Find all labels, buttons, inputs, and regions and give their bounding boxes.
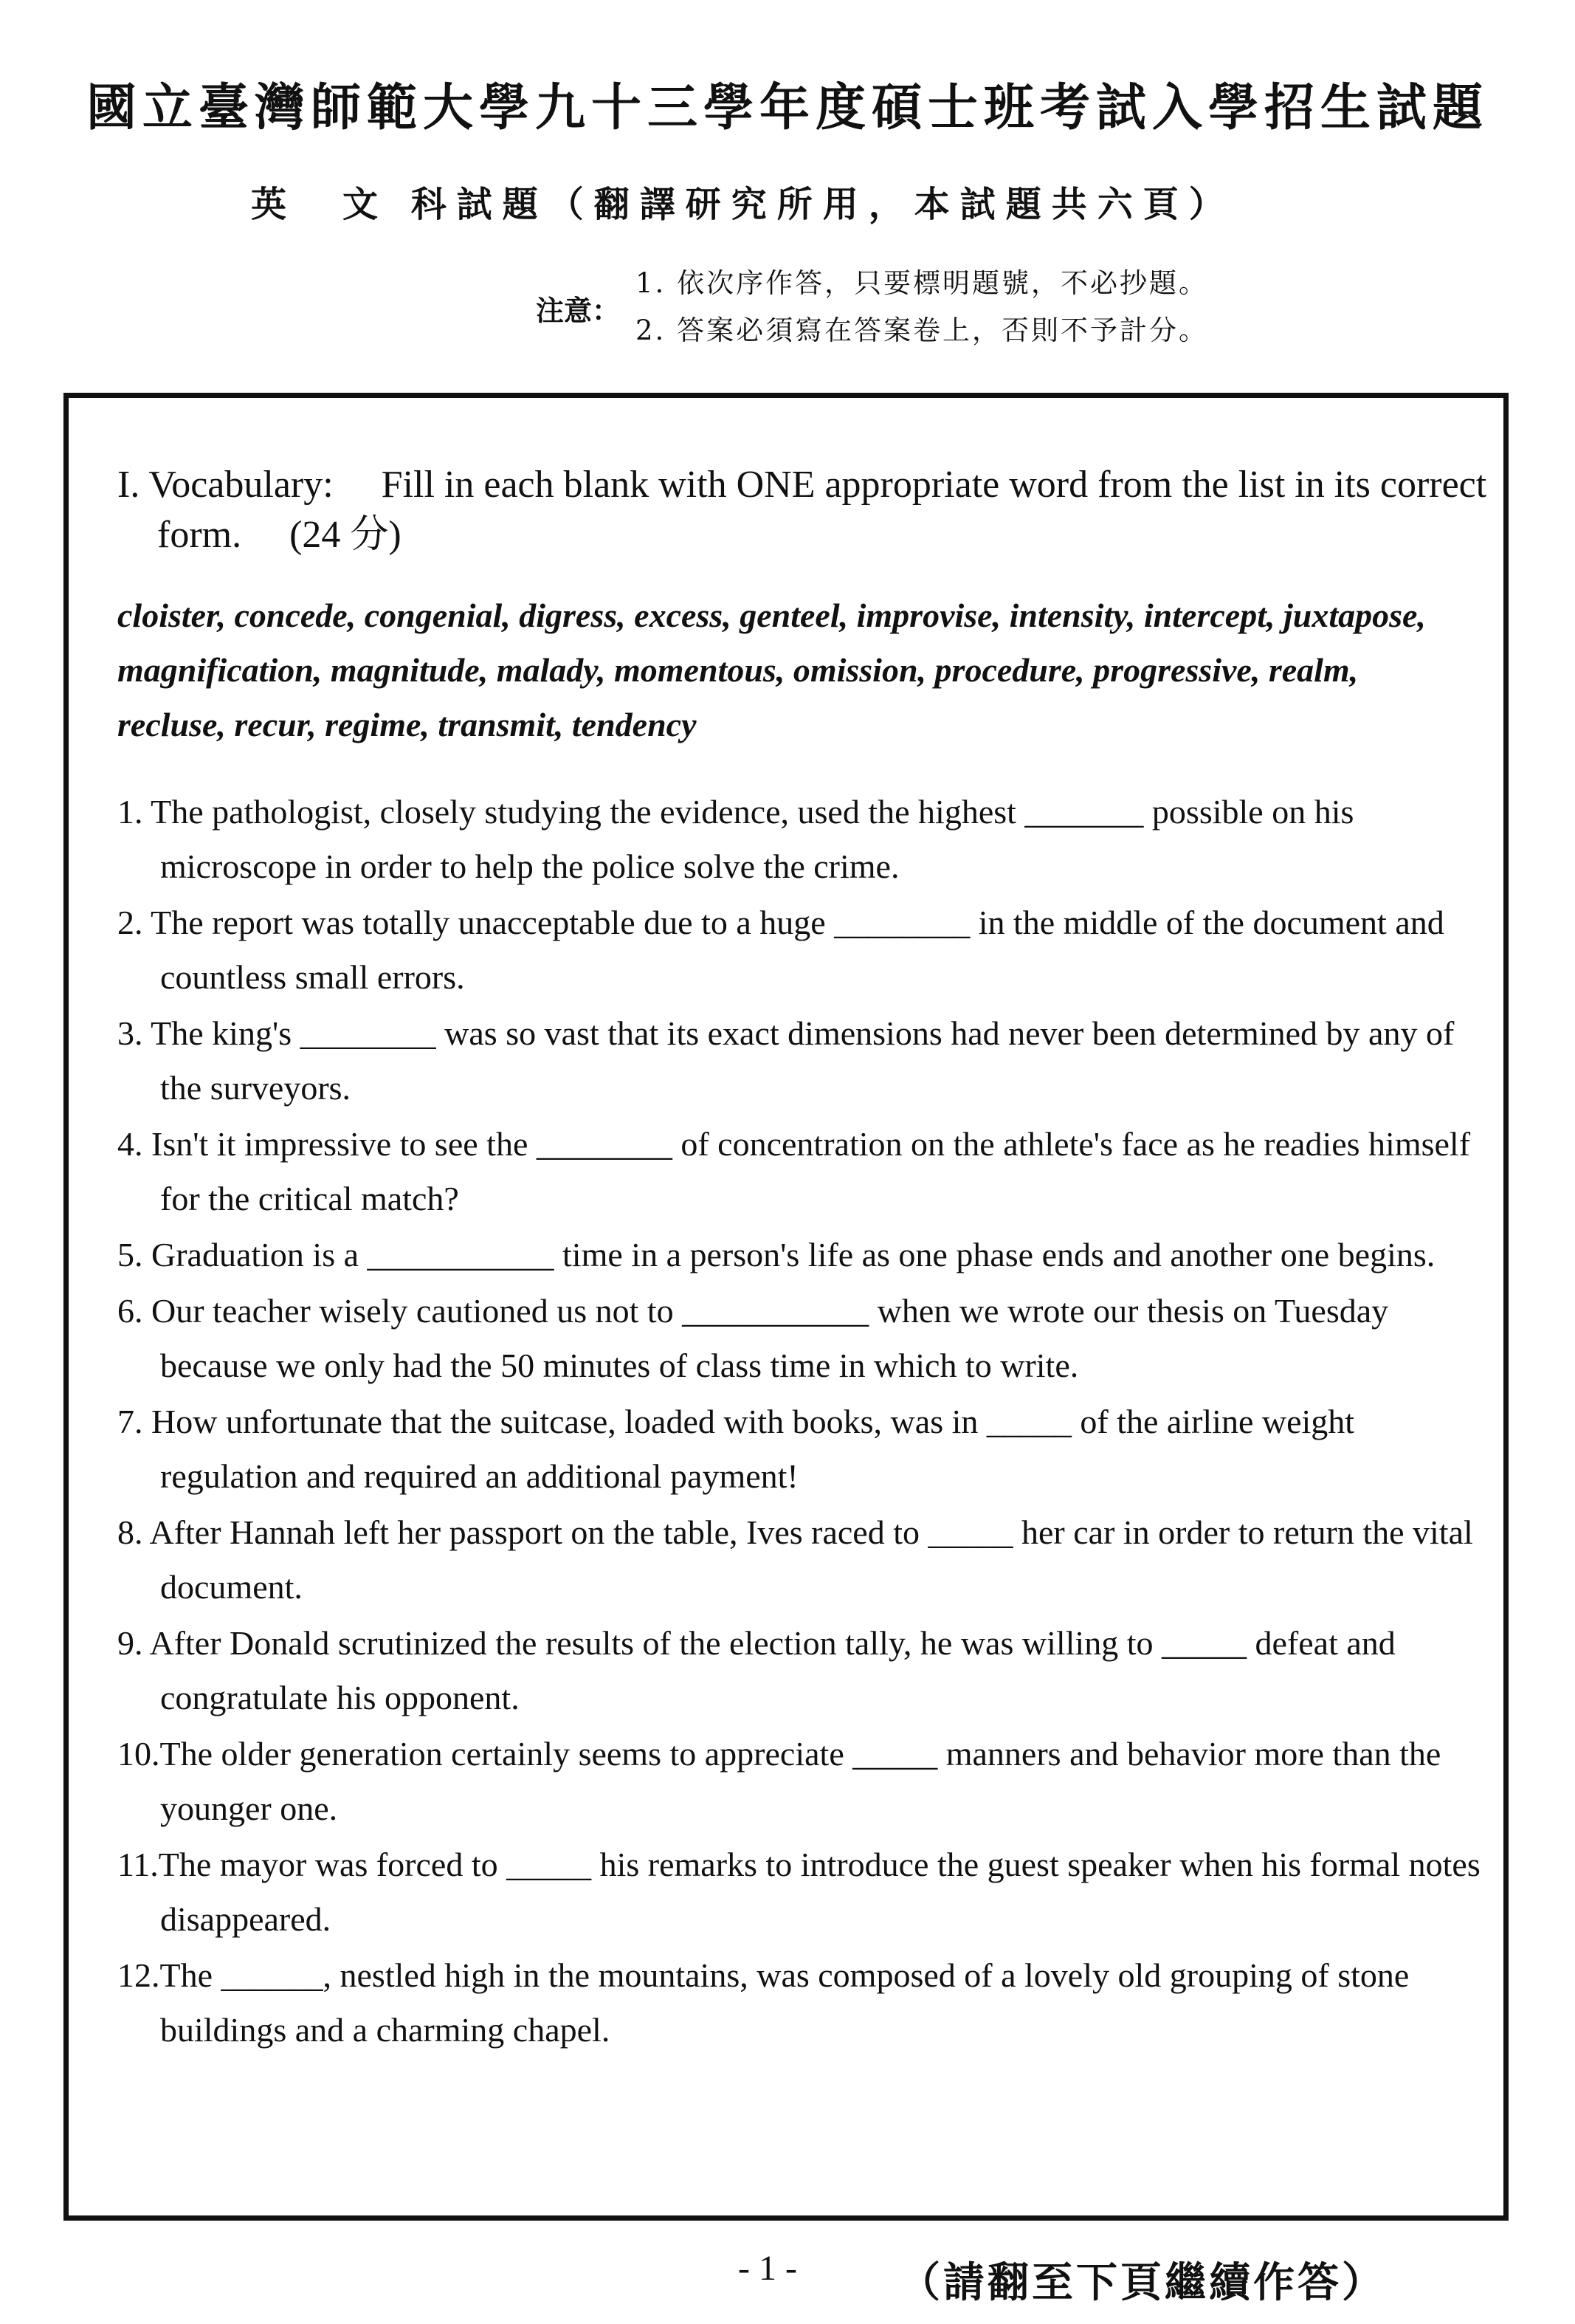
note-item: 1. 依次序作答，只要標明題號，不必抄題。	[635, 267, 1209, 299]
question-item: 5. Graduation is a ___________ time in a person's life as one phase ends and another one begins.	[117, 1236, 1436, 1273]
question-item: 2. The report was totally unacceptable due to a huge ________ in the middle of the document and countless small errors.	[117, 904, 1444, 996]
note-item: 2. 答案必須寫在答案卷上，否則不予計分。	[635, 314, 1209, 346]
question-item: 12.The ______, nestled high in the mountains, was composed of a lovely old grouping of stone buildings and a charming chapel.	[117, 1956, 1410, 2049]
exam-subtitle: 英 文 科試題（翻譯研究所用，本試題共六頁）	[251, 184, 1235, 225]
question-item: 10.The older generation certainly seems to appreciate _____ manners and behavior more than the younger one.	[117, 1735, 1441, 1827]
notes-list	[635, 260, 1374, 354]
question-frame	[63, 393, 1509, 2221]
question-item: 11.The mayor was forced to _____ his remarks to introduce the guest speaker when his formal notes disappeared.	[117, 1846, 1481, 1938]
question-item: 7. How unfortunate that the suitcase, loaded with books, was in _____ of the airline weight regulation and required an additional payment!	[117, 1403, 1355, 1495]
question-item: 3. The king's ________ was so vast that its exact dimensions had never been determined by any of the surveyors.	[117, 1014, 1455, 1107]
question-item: 9. After Donald scrutinized the results of the election tally, he was willing to _____ defeat and congratulate his opponent.	[117, 1624, 1396, 1716]
question-item: 8. After Hannah left her passport on the table, Ives raced to _____ her car in order to return the vital document.	[117, 1513, 1473, 1606]
question-list	[117, 785, 1490, 2057]
word-list: cloister, concede, congenial, digress, excess, genteel, improvise, intensity, intercept, juxtapose, magnification, magnitude, malady, momentous, omission, procedure, progressive, realm, recluse, recur, regime, transmit, tendency	[117, 597, 1426, 743]
question-item: 1. The pathologist, closely studying the evidence, used the highest _______ possible on his microscope in order to help the police solve the crime.	[117, 793, 1354, 885]
notes-label: 注意：	[536, 294, 621, 327]
page-number: - 1 -	[738, 2249, 797, 2288]
section-vocabulary	[117, 460, 1490, 2059]
section-heading: I. Vocabulary: Fill in each blank with ONE appropriate word from the list in its correct form. (24 分)	[117, 464, 1487, 556]
question-item: 4. Isn't it impressive to see the ________ of concentration on the athlete's face as he readies himself for the critical match?	[117, 1125, 1471, 1217]
continue-note: （請翻至下頁繼續作答）	[899, 2258, 1386, 2307]
question-item: 6. Our teacher wisely cautioned us not to ___________ when we wrote our thesis on Tuesday because we only had the 50 minutes of class time in which to write.	[117, 1292, 1389, 1384]
exam-title: 國立臺灣師範大學九十三學年度碩士班考試入學招生試題	[86, 78, 1489, 137]
